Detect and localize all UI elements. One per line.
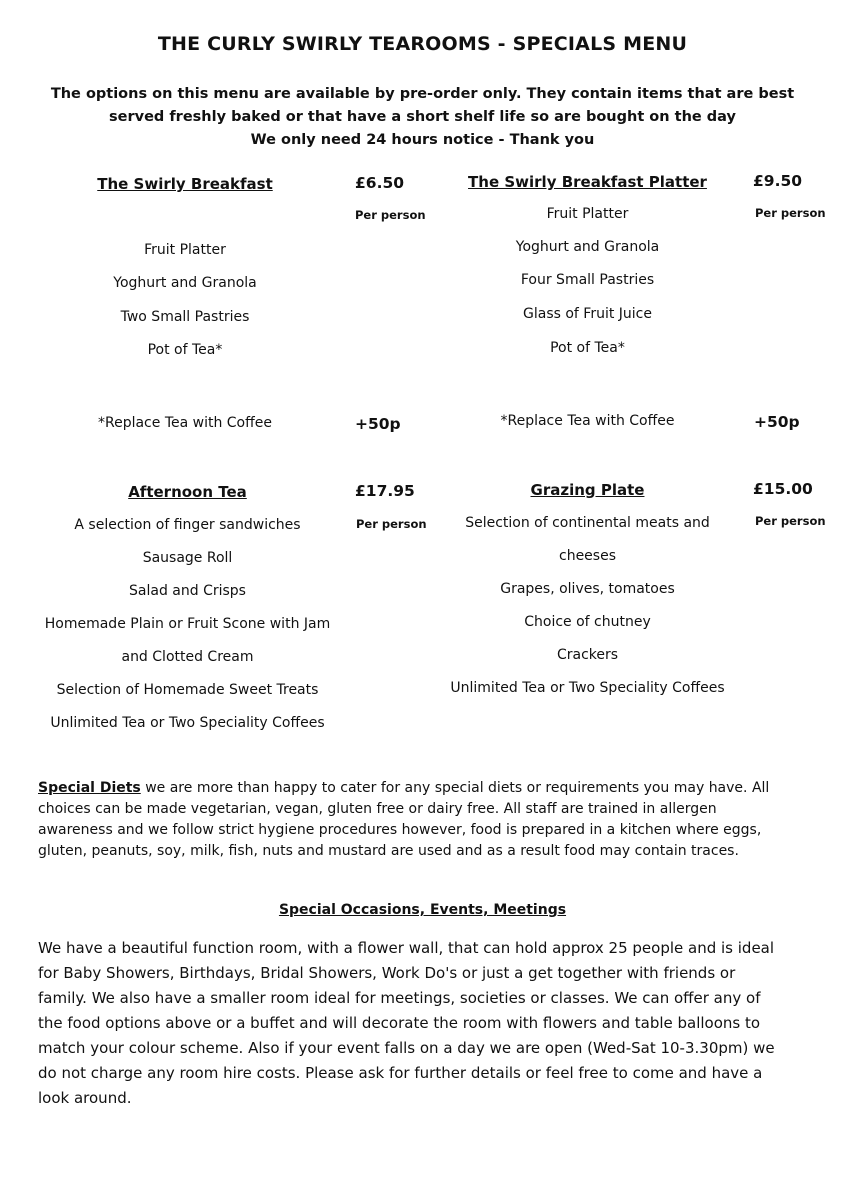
menu-item: Unlimited Tea or Two Speciality Coffees	[50, 715, 325, 731]
section-title: The Swirly Breakfast Platter	[468, 173, 707, 191]
menu-item: Selection of Homemade Sweet Treats	[56, 682, 319, 698]
menu-item: Yoghurt and Granola	[113, 275, 257, 291]
menu-item: cheeses	[559, 548, 616, 564]
per-person-label: Per person	[355, 208, 426, 222]
menu-item: Fruit Platter	[546, 206, 629, 222]
events-line: We have a beautiful function room, with a flower wall, that can hold approx 25 people and is ideal	[38, 939, 775, 957]
special-diets-paragraph	[38, 778, 828, 862]
menu-item: Four Small Pastries	[520, 272, 655, 288]
special-diets-line: we are more than happy to cater for any special diets or requirements you may have. All	[140, 780, 770, 796]
events-paragraph	[38, 936, 838, 1111]
menu-item: Crackers	[556, 647, 619, 663]
section-price: £9.50	[753, 172, 803, 190]
section-price: £17.95	[355, 482, 415, 500]
menu-item: Salad and Crisps	[129, 583, 246, 599]
menu-item: Grapes, olives, tomatoes	[500, 581, 675, 597]
addon-price: +50p	[754, 413, 800, 431]
events-line: for Baby Showers, Birthdays, Bridal Showers, Work Do's or just a get together with friends or	[38, 964, 736, 982]
events-line: the food options above or a buffet and will decorate the room with flowers and table balloons to	[38, 1014, 761, 1032]
menu-item: Fruit Platter	[144, 242, 226, 258]
section-price: £15.00	[753, 480, 813, 498]
special-diets-line: awareness and we follow strict hygiene procedures however, food is prepared in a kitchen where eggs,	[38, 822, 762, 838]
special-diets-heading: Special Diets	[38, 780, 141, 796]
per-person-label: Per person	[755, 206, 826, 220]
per-person-label: Per person	[356, 517, 427, 531]
section-title: The Swirly Breakfast	[97, 175, 273, 193]
menu-item: Unlimited Tea or Two Speciality Coffees	[450, 680, 725, 696]
menu-item: and Clotted Cream	[121, 649, 254, 665]
events-heading-wrap	[0, 902, 845, 918]
section-title: Grazing Plate	[530, 481, 645, 499]
events-line: match your colour scheme. Also if your event falls on a day we are open (Wed-Sat 10-3.30pm) we	[38, 1039, 775, 1057]
addon-label: *Replace Tea with Coffee	[97, 415, 272, 431]
special-diets-line: choices can be made vegetarian, vegan, gluten free or dairy free. All staff are trained in allergen	[38, 801, 717, 817]
section-price: £6.50	[355, 174, 405, 192]
intro-text	[0, 83, 845, 152]
intro-line: served freshly baked or that have a short shelf life so are bought on the day	[109, 109, 736, 125]
intro-line: We only need 24 hours notice - Thank you	[250, 132, 595, 148]
special-diets-line: gluten, peanuts, soy, milk, fish, nuts and mustard are used and as a result food may contain traces.	[38, 843, 739, 859]
menu-item: Homemade Plain or Fruit Scone with Jam	[44, 616, 331, 632]
menu-item: Selection of continental meats and	[465, 515, 710, 531]
per-person-label: Per person	[755, 514, 826, 528]
menu-item: A selection of finger sandwiches	[74, 517, 301, 533]
menu-item: Glass of Fruit Juice	[523, 306, 652, 322]
events-heading: Special Occasions, Events, Meetings	[278, 902, 567, 918]
section-title: Afternoon Tea	[128, 483, 247, 501]
menu-item: Sausage Roll	[142, 550, 233, 566]
menu-item: Two Small Pastries	[120, 309, 250, 325]
menu-item: Pot of Tea*	[550, 340, 625, 356]
events-line: do not charge any room hire costs. Please ask for further details or feel free to come and have a	[38, 1064, 763, 1082]
menu-item: Pot of Tea*	[147, 342, 223, 358]
page-title: THE CURLY SWIRLY TEAROOMS - SPECIALS MENU	[157, 33, 688, 55]
intro-line: The options on this menu are available by pre-order only. They contain items that are best	[50, 86, 795, 102]
menu-item: Yoghurt and Granola	[515, 239, 660, 255]
menu-item: Choice of chutney	[524, 614, 651, 630]
addon-label: *Replace Tea with Coffee	[500, 413, 675, 429]
addon-price: +50p	[355, 415, 401, 433]
events-line: family. We also have a smaller room ideal for meetings, societies or classes. We can offer any of	[38, 989, 761, 1007]
events-line: look around.	[38, 1089, 132, 1107]
